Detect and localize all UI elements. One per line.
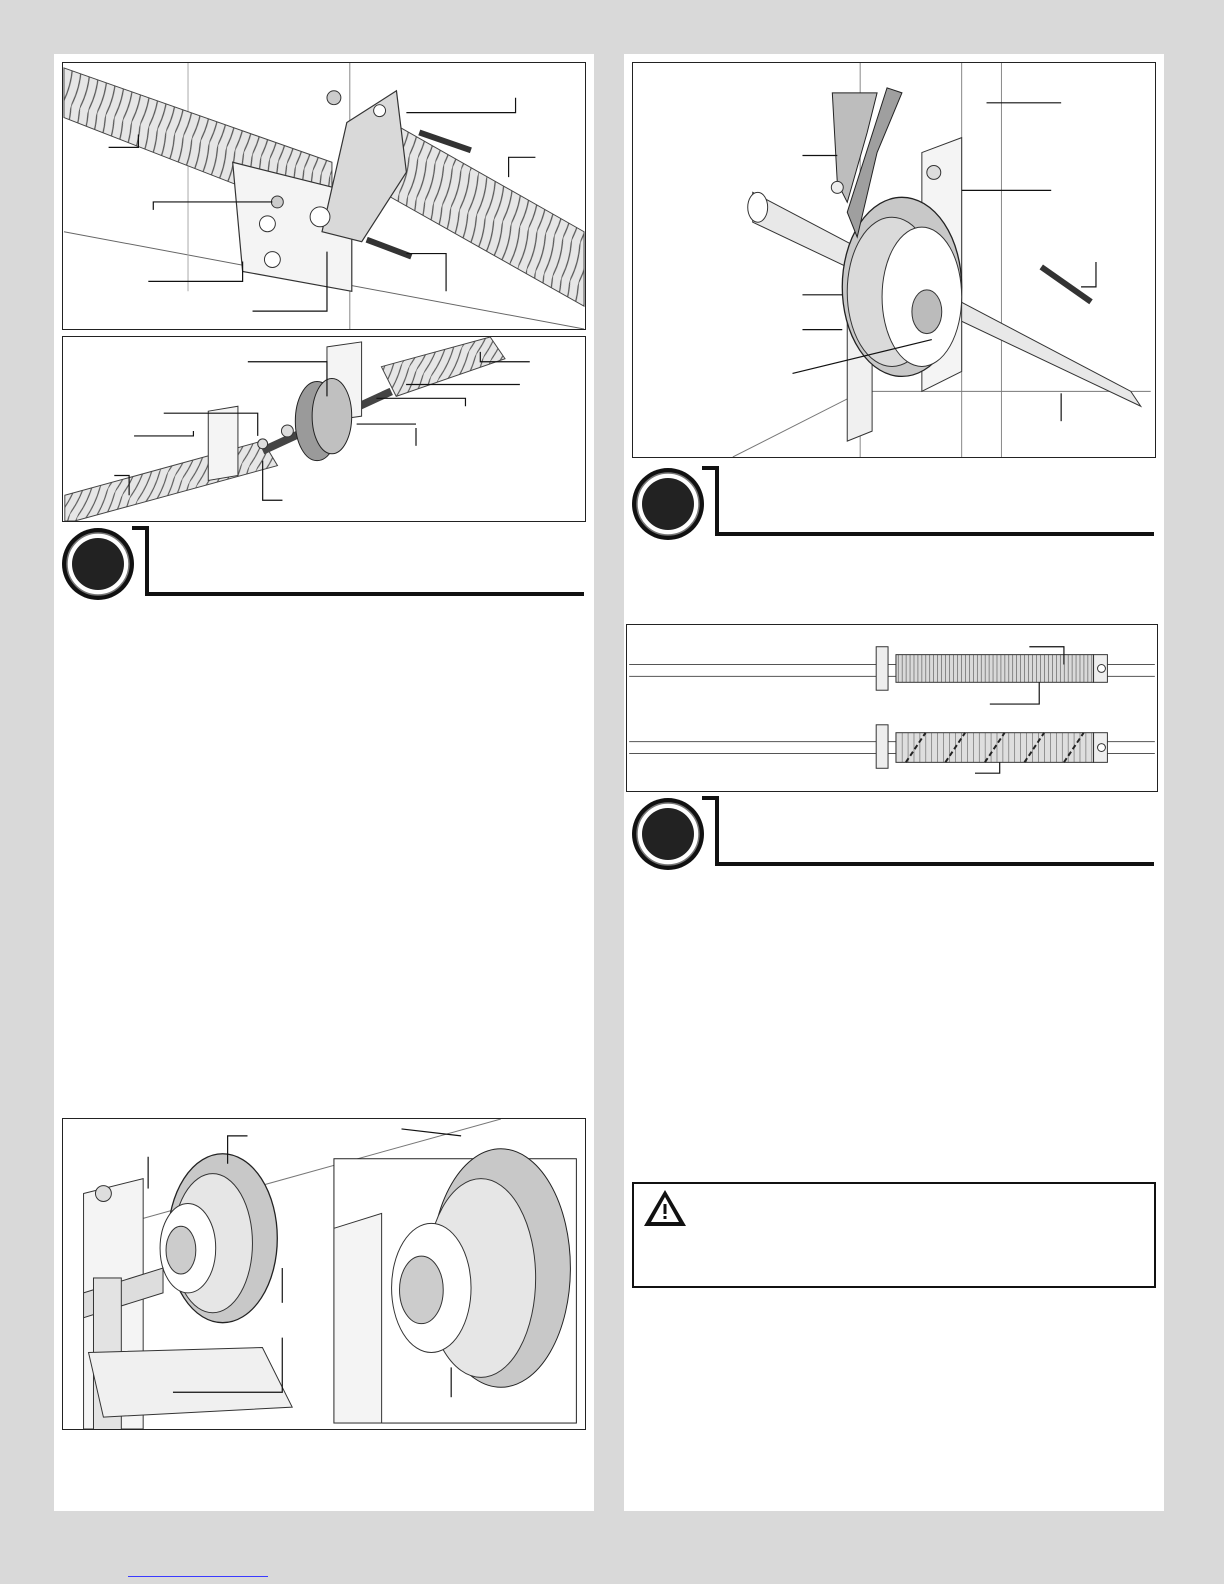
- spring-comparison-illustration: [627, 625, 1157, 791]
- step-header-graphic: [632, 466, 1160, 542]
- step-header-left: [62, 526, 590, 602]
- right-page-column: [624, 54, 1164, 1511]
- cable-drum-illustration: [63, 1119, 585, 1429]
- step-header-right-2: [632, 796, 1160, 872]
- figure-spring-wound-comparison: [626, 624, 1158, 792]
- footer-link-underline: [128, 1576, 268, 1577]
- warning-box: [632, 1182, 1156, 1288]
- cones-assembly-illustration: [63, 337, 585, 521]
- left-page-column: [54, 54, 594, 1511]
- figure-cable-drum: [62, 1118, 586, 1430]
- spring-bracket-illustration: [63, 63, 585, 329]
- step-header-graphic: [62, 526, 590, 602]
- figure-vise-grip-drum: [632, 62, 1156, 458]
- warning-triangle-icon: [642, 1188, 688, 1228]
- vise-grip-illustration: [633, 63, 1155, 457]
- step-header-graphic: [632, 796, 1160, 872]
- figure-spring-center-bracket: [62, 62, 586, 330]
- step-header-right-1: [632, 466, 1160, 542]
- figure-spring-cones-assembly: [62, 336, 586, 522]
